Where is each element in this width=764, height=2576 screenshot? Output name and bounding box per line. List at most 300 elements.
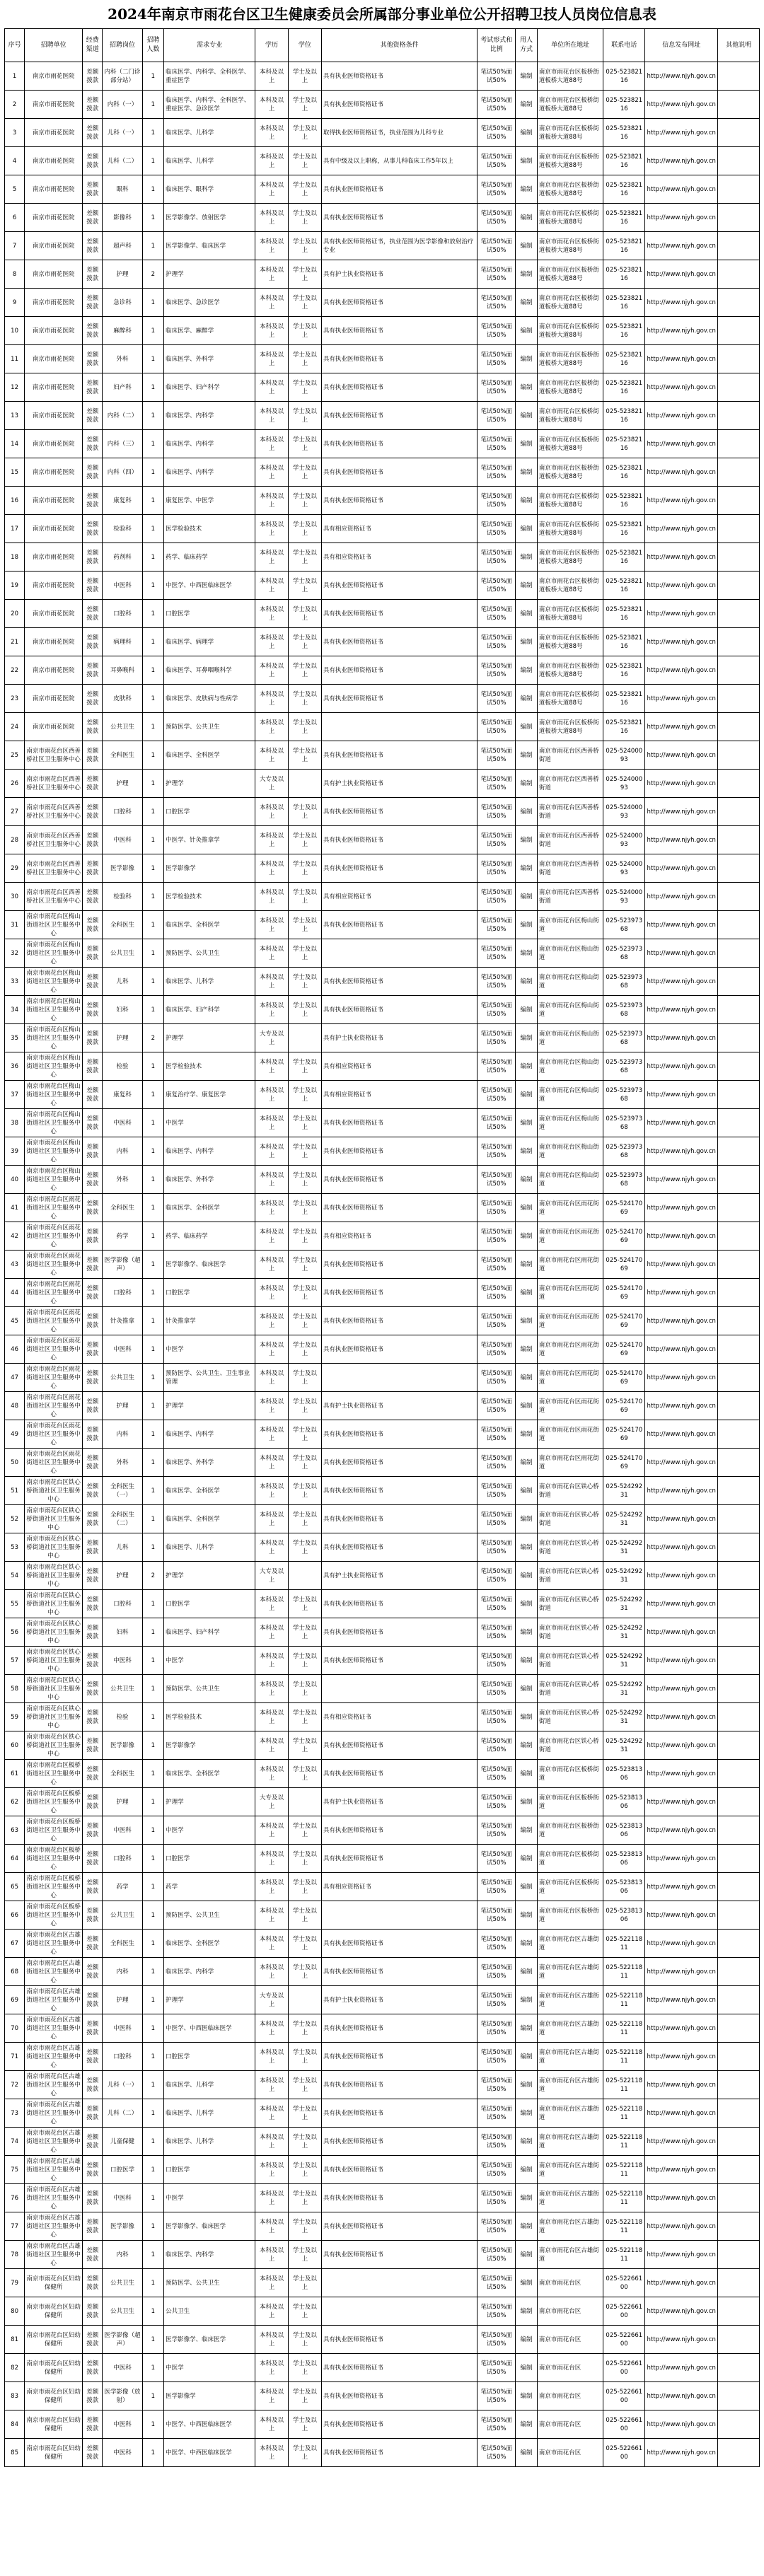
cell-col-exam: 笔试50%面试50% (478, 91, 516, 119)
cell-col-notes (718, 62, 760, 91)
cell-col-notes (718, 628, 760, 656)
cell-col-exam: 笔试50%面试50% (478, 1845, 516, 1873)
cell-col-funding: 差额拨款 (83, 854, 103, 883)
cell-col-notes (718, 1477, 760, 1505)
cell-col-exam: 笔试50%面试50% (478, 1335, 516, 1364)
cell-col-degree (288, 1562, 321, 1590)
cell-col-major: 中医学 (164, 1109, 255, 1137)
cell-col-index: 36 (5, 1052, 25, 1081)
cell-col-website[interactable]: http://www.njyh.gov.cn (645, 2212, 718, 2241)
cell-col-website[interactable]: http://www.njyh.gov.cn (645, 572, 718, 600)
cell-col-funding: 差额拨款 (83, 1307, 103, 1335)
cell-col-education: 本科及以上 (255, 289, 289, 317)
cell-col-website[interactable]: http://www.njyh.gov.cn (645, 1392, 718, 1420)
cell-col-count: 1 (142, 628, 163, 656)
cell-col-unit: 南京市雨花台区铁心桥街道社区卫生服务中心 (25, 1675, 83, 1703)
cell-col-notes (718, 2297, 760, 2326)
table-row (5, 1703, 760, 1731)
cell-col-website[interactable]: http://www.njyh.gov.cn (645, 628, 718, 656)
cell-col-degree: 学士及以上 (288, 798, 321, 826)
cell-col-website[interactable]: http://www.njyh.gov.cn (645, 968, 718, 996)
cell-col-website[interactable]: http://www.njyh.gov.cn (645, 260, 718, 289)
cell-col-website[interactable]: http://www.njyh.gov.cn (645, 1901, 718, 1930)
cell-col-address: 南京市雨花台区板桥街道板桥大道88号 (537, 713, 603, 741)
cell-col-notes (718, 91, 760, 119)
cell-col-website[interactable]: http://www.njyh.gov.cn (645, 175, 718, 204)
cell-col-notes (718, 1788, 760, 1816)
header-row (5, 29, 760, 62)
cell-col-education: 本科及以上 (255, 119, 289, 147)
cell-col-major: 医学影像学、临床医学 (164, 2326, 255, 2354)
cell-col-count: 1 (142, 147, 163, 175)
cell-col-major: 临床医学、外科学 (164, 345, 255, 373)
cell-col-employment: 编制 (516, 1166, 537, 1194)
cell-col-position: 护理 (103, 1392, 142, 1420)
cell-col-website[interactable]: http://www.njyh.gov.cn (645, 458, 718, 487)
cell-col-major: 医学影像学、临床医学 (164, 2212, 255, 2241)
cell-col-website[interactable]: http://www.njyh.gov.cn (645, 685, 718, 713)
cell-col-notes (718, 1335, 760, 1364)
table-row (5, 1675, 760, 1703)
cell-col-website[interactable]: http://www.njyh.gov.cn (645, 1194, 718, 1222)
cell-col-website[interactable]: http://www.njyh.gov.cn (645, 232, 718, 260)
cell-col-address: 南京市雨花台区雨花街道 (537, 1335, 603, 1364)
cell-col-address: 南京市雨花台区雨花街道 (537, 1364, 603, 1392)
cell-col-notes (718, 1562, 760, 1590)
cell-col-website[interactable]: http://www.njyh.gov.cn (645, 2014, 718, 2043)
cell-col-website[interactable]: http://www.njyh.gov.cn (645, 826, 718, 854)
cell-col-funding: 差额拨款 (83, 1194, 103, 1222)
cell-col-website[interactable]: http://www.njyh.gov.cn (645, 1307, 718, 1335)
cell-col-website[interactable]: http://www.njyh.gov.cn (645, 2128, 718, 2156)
cell-col-exam: 笔试50%面试50% (478, 2184, 516, 2212)
cell-col-address: 南京市雨花台区铁心桥街道 (537, 1647, 603, 1675)
cell-col-count: 1 (142, 2071, 163, 2099)
cell-col-website[interactable]: http://www.njyh.gov.cn (645, 2354, 718, 2382)
cell-col-funding: 差额拨款 (83, 2241, 103, 2269)
cell-col-notes (718, 1364, 760, 1392)
cell-col-website[interactable]: http://www.njyh.gov.cn (645, 373, 718, 402)
cell-col-index: 85 (5, 2439, 25, 2467)
cell-col-unit: 南京市雨花台区古雄街道社区卫生服务中心 (25, 2156, 83, 2184)
cell-col-website[interactable]: http://www.njyh.gov.cn (645, 883, 718, 911)
cell-col-website[interactable]: http://www.njyh.gov.cn (645, 430, 718, 458)
cell-col-notes (718, 1505, 760, 1533)
cell-col-degree: 学士及以上 (288, 2410, 321, 2439)
cell-col-employment: 编制 (516, 147, 537, 175)
cell-col-website[interactable]: http://www.njyh.gov.cn (645, 1477, 718, 1505)
cell-col-major: 医学影像学、放射医学 (164, 204, 255, 232)
cell-col-funding: 差额拨款 (83, 2099, 103, 2128)
cell-col-employment: 编制 (516, 939, 537, 968)
cell-col-website[interactable]: http://www.njyh.gov.cn (645, 2241, 718, 2269)
cell-col-website[interactable]: http://www.njyh.gov.cn (645, 1251, 718, 1279)
cell-col-position: 妇科 (103, 1618, 142, 1647)
cell-col-website[interactable]: http://www.njyh.gov.cn (645, 1930, 718, 1958)
cell-col-employment: 编制 (516, 628, 537, 656)
cell-col-website[interactable]: http://www.njyh.gov.cn (645, 2269, 718, 2297)
cell-col-website[interactable]: http://www.njyh.gov.cn (645, 1109, 718, 1137)
cell-col-requirements: 具有执业医师资格证书 (321, 1816, 477, 1845)
cell-col-requirements: 具有执业医师资格证书 (321, 317, 477, 345)
cell-col-funding: 差额拨款 (83, 685, 103, 713)
cell-col-website[interactable]: http://www.njyh.gov.cn (645, 1279, 718, 1307)
cell-col-website[interactable]: http://www.njyh.gov.cn (645, 317, 718, 345)
cell-col-website[interactable]: http://www.njyh.gov.cn (645, 2297, 718, 2326)
cell-col-website[interactable]: http://www.njyh.gov.cn (645, 1760, 718, 1788)
cell-col-notes (718, 1307, 760, 1335)
cell-col-exam: 笔试50%面试50% (478, 1901, 516, 1930)
cell-col-count: 1 (142, 1986, 163, 2014)
cell-col-phone: 025-52381306 (603, 1845, 645, 1873)
cell-col-website[interactable]: http://www.njyh.gov.cn (645, 1590, 718, 1618)
cell-col-major: 护理学 (164, 1392, 255, 1420)
cell-col-unit: 南京市雨花台区妇幼保健所 (25, 2439, 83, 2467)
cell-col-funding: 差额拨款 (83, 2439, 103, 2467)
cell-col-employment: 编制 (516, 2326, 537, 2354)
cell-col-website[interactable]: http://www.njyh.gov.cn (645, 2043, 718, 2071)
cell-col-degree: 学士及以上 (288, 1279, 321, 1307)
cell-col-website[interactable]: http://www.njyh.gov.cn (645, 2439, 718, 2467)
cell-col-major: 口腔医学 (164, 2156, 255, 2184)
cell-col-website[interactable]: http://www.njyh.gov.cn (645, 1222, 718, 1251)
cell-col-website[interactable]: http://www.njyh.gov.cn (645, 1986, 718, 2014)
cell-col-position: 妇产科 (103, 373, 142, 402)
cell-col-website[interactable]: http://www.njyh.gov.cn (645, 1052, 718, 1081)
cell-col-notes (718, 968, 760, 996)
cell-col-index: 64 (5, 1845, 25, 1873)
cell-col-phone: 025-52397368 (603, 911, 645, 939)
cell-col-requirements: 具有执业医师资格证书 (321, 1166, 477, 1194)
cell-col-employment: 编制 (516, 515, 537, 543)
cell-col-requirements: 具有护士执业资格证书 (321, 770, 477, 798)
cell-col-website[interactable]: http://www.njyh.gov.cn (645, 1958, 718, 1986)
cell-col-notes (718, 1279, 760, 1307)
table-row (5, 1618, 760, 1647)
cell-col-address: 南京市雨花台区梅山街道 (537, 968, 603, 996)
cell-col-website[interactable]: http://www.njyh.gov.cn (645, 1873, 718, 1901)
cell-col-website[interactable]: http://www.njyh.gov.cn (645, 2382, 718, 2410)
cell-col-employment: 编制 (516, 1364, 537, 1392)
cell-col-website[interactable]: http://www.njyh.gov.cn (645, 1024, 718, 1052)
cell-col-funding: 差额拨款 (83, 430, 103, 458)
cell-col-address: 南京市雨花台区铁心桥街道 (537, 1703, 603, 1731)
cell-col-index: 28 (5, 826, 25, 854)
cell-col-website[interactable]: http://www.njyh.gov.cn (645, 1449, 718, 1477)
cell-col-employment: 编制 (516, 770, 537, 798)
cell-col-employment: 编制 (516, 373, 537, 402)
cell-col-website[interactable]: http://www.njyh.gov.cn (645, 770, 718, 798)
cell-col-website[interactable]: http://www.njyh.gov.cn (645, 119, 718, 147)
cell-col-position: 中医科 (103, 1816, 142, 1845)
cell-col-major: 临床医学、外科学 (164, 1166, 255, 1194)
cell-col-degree: 学士及以上 (288, 883, 321, 911)
cell-col-address: 南京市雨花台区板桥街道板桥大道88号 (537, 515, 603, 543)
cell-col-website[interactable]: http://www.njyh.gov.cn (645, 1618, 718, 1647)
cell-col-website[interactable]: http://www.njyh.gov.cn (645, 2156, 718, 2184)
cell-col-employment: 编制 (516, 1901, 537, 1930)
table-row (5, 2410, 760, 2439)
cell-col-unit: 南京市雨花台区雨花街道社区卫生服务中心 (25, 1364, 83, 1392)
cell-col-website[interactable]: http://www.njyh.gov.cn (645, 2184, 718, 2212)
cell-col-unit: 南京市雨花医院 (25, 260, 83, 289)
cell-col-position: 中医科 (103, 572, 142, 600)
cell-col-employment: 编制 (516, 2156, 537, 2184)
cell-col-website[interactable]: http://www.njyh.gov.cn (645, 2071, 718, 2099)
cell-col-website[interactable]: http://www.njyh.gov.cn (645, 1335, 718, 1364)
cell-col-website[interactable]: http://www.njyh.gov.cn (645, 1703, 718, 1731)
cell-col-requirements: 具有执业医师资格证书 (321, 2326, 477, 2354)
cell-col-website[interactable]: http://www.njyh.gov.cn (645, 402, 718, 430)
cell-col-unit: 南京市雨花医院 (25, 345, 83, 373)
cell-col-website[interactable]: http://www.njyh.gov.cn (645, 713, 718, 741)
cell-col-index: 5 (5, 175, 25, 204)
cell-col-website[interactable]: http://www.njyh.gov.cn (645, 62, 718, 91)
cell-col-requirements: 具有执业医师资格证书 (321, 487, 477, 515)
cell-col-exam: 笔试50%面试50% (478, 2071, 516, 2099)
table-row (5, 402, 760, 430)
cell-col-requirements: 具有执业医师资格证书 (321, 2014, 477, 2043)
cell-col-index: 51 (5, 1477, 25, 1505)
cell-col-address: 南京市雨花台区古雄街道 (537, 1930, 603, 1958)
cell-col-funding: 差额拨款 (83, 147, 103, 175)
cell-col-unit: 南京市雨花台区妇幼保健所 (25, 2354, 83, 2382)
cell-col-major: 口腔医学 (164, 1590, 255, 1618)
cell-col-count: 1 (142, 1307, 163, 1335)
cell-col-employment: 编制 (516, 1222, 537, 1251)
cell-col-website[interactable]: http://www.njyh.gov.cn (645, 1364, 718, 1392)
cell-col-employment: 编制 (516, 260, 537, 289)
cell-col-phone: 025-52382116 (603, 62, 645, 91)
cell-col-count: 1 (142, 1618, 163, 1647)
cell-col-phone: 025-52417069 (603, 1222, 645, 1251)
cell-col-notes (718, 1222, 760, 1251)
table-row (5, 1731, 760, 1760)
cell-col-degree: 学士及以上 (288, 1081, 321, 1109)
cell-col-website[interactable]: http://www.njyh.gov.cn (645, 1788, 718, 1816)
cell-col-exam: 笔试50%面试50% (478, 373, 516, 402)
cell-col-website[interactable]: http://www.njyh.gov.cn (645, 854, 718, 883)
cell-col-index: 81 (5, 2326, 25, 2354)
cell-col-education: 本科及以上 (255, 1109, 289, 1137)
cell-col-index: 71 (5, 2043, 25, 2071)
cell-col-website[interactable]: http://www.njyh.gov.cn (645, 1845, 718, 1873)
cell-col-major: 临床医学、妇产科学 (164, 373, 255, 402)
cell-col-requirements: 具有执业医师资格证书 (321, 600, 477, 628)
cell-col-unit: 南京市雨花台区古雄街道社区卫生服务中心 (25, 1930, 83, 1958)
cell-col-exam: 笔试50%面试50% (478, 458, 516, 487)
cell-col-notes (718, 2382, 760, 2410)
cell-col-website[interactable]: http://www.njyh.gov.cn (645, 1675, 718, 1703)
cell-col-website[interactable]: http://www.njyh.gov.cn (645, 911, 718, 939)
cell-col-major: 医学检验技术 (164, 883, 255, 911)
cell-col-website[interactable]: http://www.njyh.gov.cn (645, 741, 718, 770)
cell-col-funding: 差额拨款 (83, 770, 103, 798)
cell-col-website[interactable]: http://www.njyh.gov.cn (645, 147, 718, 175)
cell-col-website[interactable]: http://www.njyh.gov.cn (645, 1137, 718, 1166)
cell-col-notes (718, 1081, 760, 1109)
cell-col-funding: 差额拨款 (83, 911, 103, 939)
cell-col-exam: 笔试50%面试50% (478, 2014, 516, 2043)
cell-col-employment: 编制 (516, 713, 537, 741)
cell-col-position: 护理 (103, 1562, 142, 1590)
cell-col-education: 本科及以上 (255, 147, 289, 175)
table-row (5, 1647, 760, 1675)
cell-col-website[interactable]: http://www.njyh.gov.cn (645, 1505, 718, 1533)
cell-col-degree: 学士及以上 (288, 2014, 321, 2043)
cell-col-index: 18 (5, 543, 25, 572)
cell-col-index: 41 (5, 1194, 25, 1222)
cell-col-website[interactable]: http://www.njyh.gov.cn (645, 1647, 718, 1675)
cell-col-website[interactable]: http://www.njyh.gov.cn (645, 798, 718, 826)
cell-col-website[interactable]: http://www.njyh.gov.cn (645, 2326, 718, 2354)
cell-col-position: 中医科 (103, 2354, 142, 2382)
cell-col-website[interactable]: http://www.njyh.gov.cn (645, 204, 718, 232)
cell-col-degree: 学士及以上 (288, 2354, 321, 2382)
cell-col-website[interactable]: http://www.njyh.gov.cn (645, 1081, 718, 1109)
cell-col-exam: 笔试50%面试50% (478, 939, 516, 968)
cell-col-notes (718, 2326, 760, 2354)
cell-col-website[interactable]: http://www.njyh.gov.cn (645, 1420, 718, 1449)
cell-col-phone: 025-52429231 (603, 1477, 645, 1505)
cell-col-count: 1 (142, 1675, 163, 1703)
cell-col-count: 1 (142, 1251, 163, 1279)
cell-col-phone: 025-52266100 (603, 2439, 645, 2467)
cell-col-unit: 南京市雨花台区西善桥社区卫生服务中心 (25, 854, 83, 883)
document-title: 2024年南京市雨花台区卫生健康委员会所属部分事业单位公开招聘卫技人员岗位信息表 (108, 6, 656, 23)
cell-col-address: 南京市雨花台区板桥街道 (537, 1901, 603, 1930)
cell-col-phone: 025-52400093 (603, 798, 645, 826)
cell-col-website[interactable]: http://www.njyh.gov.cn (645, 2410, 718, 2439)
cell-col-index: 84 (5, 2410, 25, 2439)
cell-col-unit: 南京市雨花医院 (25, 628, 83, 656)
cell-col-education: 本科及以上 (255, 175, 289, 204)
cell-col-address: 南京市雨花台区梅山街道 (537, 1166, 603, 1194)
cell-col-exam: 笔试50%面试50% (478, 1647, 516, 1675)
cell-col-exam: 笔试50%面试50% (478, 1760, 516, 1788)
cell-col-address: 南京市雨花台区铁心桥街道 (537, 1618, 603, 1647)
cell-col-funding: 差额拨款 (83, 1930, 103, 1958)
cell-col-unit: 南京市雨花医院 (25, 62, 83, 91)
cell-col-requirements: 具有执业医师资格证书 (321, 204, 477, 232)
cell-col-website[interactable]: http://www.njyh.gov.cn (645, 289, 718, 317)
cell-col-unit: 南京市雨花台区西善桥社区卫生服务中心 (25, 741, 83, 770)
cell-col-address: 南京市雨花台区铁心桥街道 (537, 1675, 603, 1703)
cell-col-website[interactable]: http://www.njyh.gov.cn (645, 2099, 718, 2128)
cell-col-education: 本科及以上 (255, 2156, 289, 2184)
cell-col-major: 临床医学、眼科学 (164, 175, 255, 204)
cell-col-website[interactable]: http://www.njyh.gov.cn (645, 939, 718, 968)
cell-col-major: 医学检验技术 (164, 1052, 255, 1081)
cell-col-website[interactable]: http://www.njyh.gov.cn (645, 1166, 718, 1194)
cell-col-website[interactable]: http://www.njyh.gov.cn (645, 1562, 718, 1590)
cell-col-funding: 差额拨款 (83, 883, 103, 911)
cell-col-count: 1 (142, 2382, 163, 2410)
cell-col-website[interactable]: http://www.njyh.gov.cn (645, 996, 718, 1024)
cell-col-phone: 025-52417069 (603, 1364, 645, 1392)
cell-col-count: 1 (142, 232, 163, 260)
cell-col-requirements: 具有执业医师资格证书 (321, 1420, 477, 1449)
cell-col-website[interactable]: http://www.njyh.gov.cn (645, 515, 718, 543)
table-row (5, 62, 760, 91)
header-col-position: 招聘岗位 (103, 29, 142, 62)
cell-col-employment: 编制 (516, 1703, 537, 1731)
cell-col-phone: 025-52417069 (603, 1335, 645, 1364)
cell-col-employment: 编制 (516, 741, 537, 770)
cell-col-notes (718, 1816, 760, 1845)
cell-col-education: 本科及以上 (255, 2354, 289, 2382)
cell-col-index: 11 (5, 345, 25, 373)
cell-col-website[interactable]: http://www.njyh.gov.cn (645, 1731, 718, 1760)
cell-col-employment: 编制 (516, 911, 537, 939)
cell-col-notes (718, 1420, 760, 1449)
cell-col-count: 1 (142, 854, 163, 883)
cell-col-education: 本科及以上 (255, 2071, 289, 2099)
cell-col-address: 南京市雨花台区铁心桥街道 (537, 1533, 603, 1562)
cell-col-funding: 差额拨款 (83, 543, 103, 572)
cell-col-website[interactable]: http://www.njyh.gov.cn (645, 543, 718, 572)
cell-col-requirements: 具有执业医师资格证书 (321, 175, 477, 204)
cell-col-education: 本科及以上 (255, 430, 289, 458)
table-row (5, 1873, 760, 1901)
cell-col-index: 32 (5, 939, 25, 968)
cell-col-count: 1 (142, 1816, 163, 1845)
cell-col-degree: 学士及以上 (288, 572, 321, 600)
cell-col-funding: 差额拨款 (83, 515, 103, 543)
cell-col-exam: 笔试50%面试50% (478, 826, 516, 854)
cell-col-employment: 编制 (516, 2241, 537, 2269)
cell-col-major: 临床医学、内科学 (164, 458, 255, 487)
cell-col-position: 康复科 (103, 1081, 142, 1109)
cell-col-funding: 差额拨款 (83, 317, 103, 345)
cell-col-funding: 差额拨款 (83, 91, 103, 119)
cell-col-requirements (321, 2269, 477, 2297)
cell-col-website[interactable]: http://www.njyh.gov.cn (645, 487, 718, 515)
cell-col-website[interactable]: http://www.njyh.gov.cn (645, 656, 718, 685)
cell-col-degree: 学士及以上 (288, 2043, 321, 2071)
cell-col-index: 46 (5, 1335, 25, 1364)
cell-col-requirements: 具有护士执业资格证书 (321, 1986, 477, 2014)
cell-col-major: 中医学、中西医临床医学 (164, 2439, 255, 2467)
header-col-funding: 经费渠道 (83, 29, 103, 62)
cell-col-address: 南京市雨花台区板桥街道 (537, 1788, 603, 1816)
cell-col-index: 62 (5, 1788, 25, 1816)
cell-col-unit: 南京市雨花台区妇幼保健所 (25, 2297, 83, 2326)
cell-col-unit: 南京市雨花台区雨花街道社区卫生服务中心 (25, 1279, 83, 1307)
cell-col-index: 23 (5, 685, 25, 713)
cell-col-funding: 差额拨款 (83, 1618, 103, 1647)
cell-col-address: 南京市雨花台区板桥街道板桥大道88号 (537, 204, 603, 232)
cell-col-exam: 笔试50%面试50% (478, 2156, 516, 2184)
cell-col-index: 31 (5, 911, 25, 939)
cell-col-exam: 笔试50%面试50% (478, 1873, 516, 1901)
cell-col-index: 9 (5, 289, 25, 317)
cell-col-website[interactable]: http://www.njyh.gov.cn (645, 345, 718, 373)
cell-col-unit: 南京市雨花台区铁心桥街道社区卫生服务中心 (25, 1562, 83, 1590)
cell-col-index: 10 (5, 317, 25, 345)
cell-col-major: 临床医学、儿科学 (164, 2071, 255, 2099)
cell-col-website[interactable]: http://www.njyh.gov.cn (645, 1533, 718, 1562)
cell-col-count: 1 (142, 91, 163, 119)
cell-col-website[interactable]: http://www.njyh.gov.cn (645, 600, 718, 628)
cell-col-website[interactable]: http://www.njyh.gov.cn (645, 1816, 718, 1845)
cell-col-address: 南京市雨花台区 (537, 2410, 603, 2439)
cell-col-degree: 学士及以上 (288, 1958, 321, 1986)
cell-col-notes (718, 1760, 760, 1788)
cell-col-address: 南京市雨花台区古雄街道 (537, 2099, 603, 2128)
cell-col-website[interactable]: http://www.njyh.gov.cn (645, 91, 718, 119)
cell-col-degree: 学士及以上 (288, 1449, 321, 1477)
